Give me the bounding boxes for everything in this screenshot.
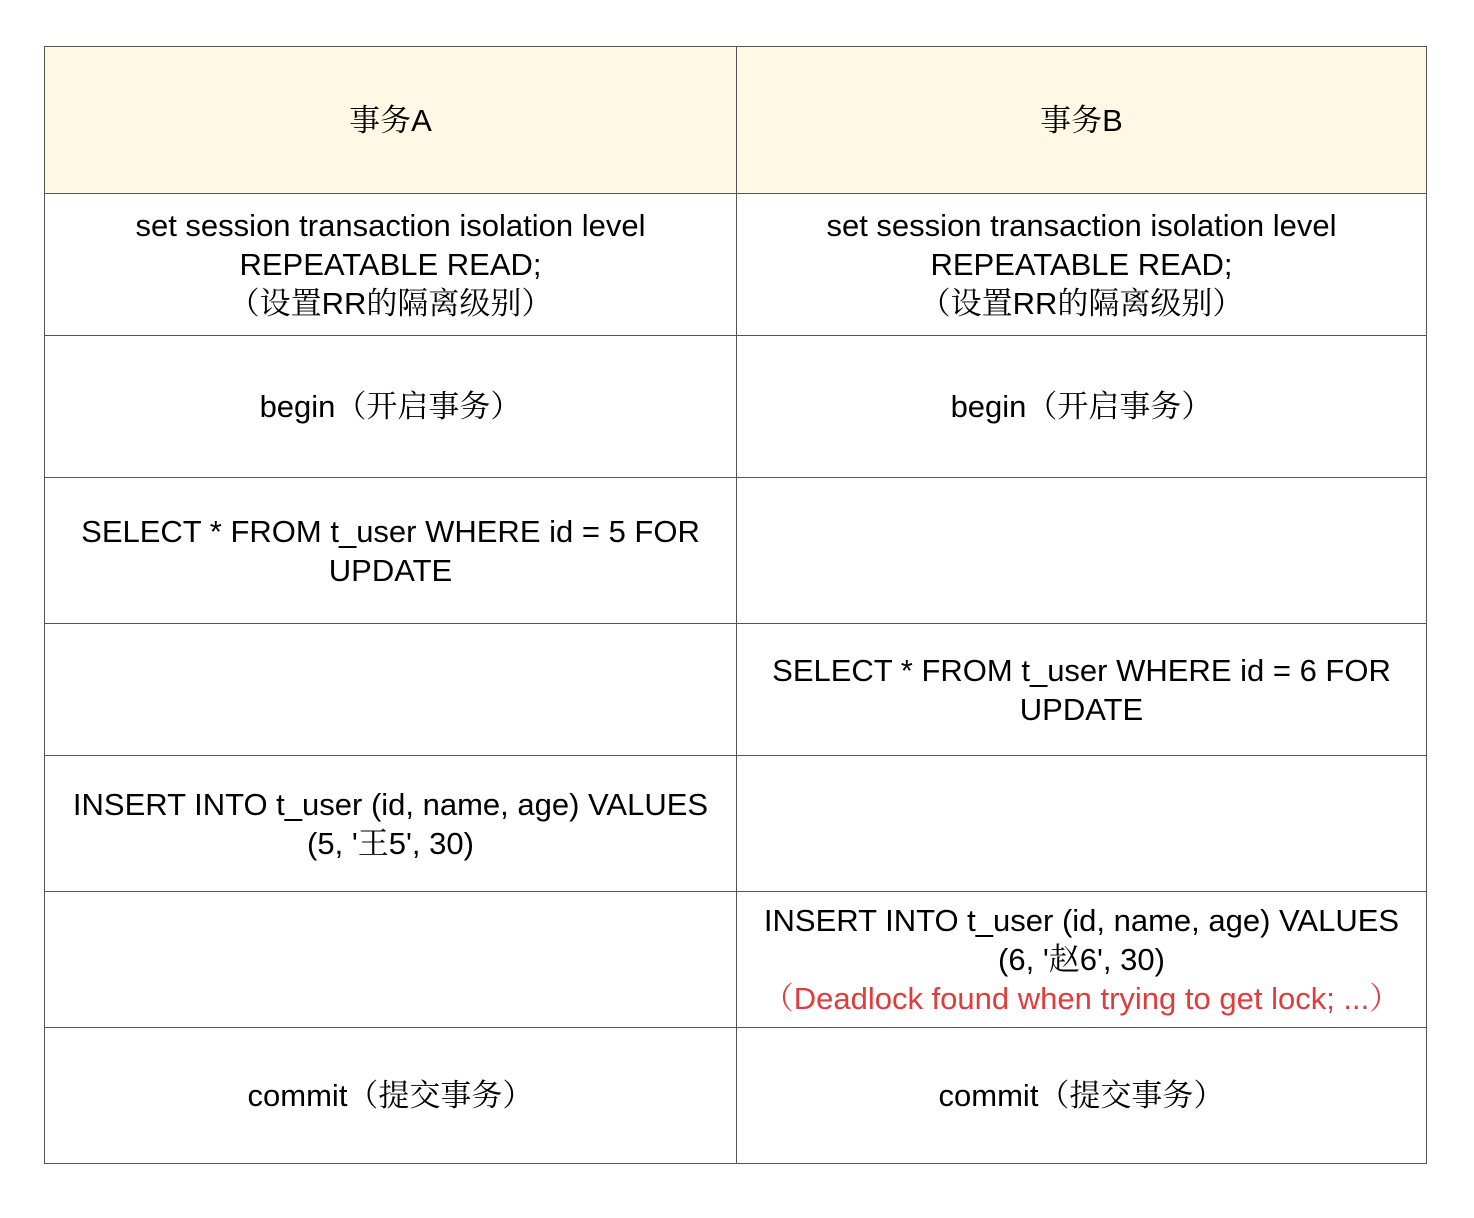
cell-b-commit — [737, 1028, 1427, 1164]
cell-b-insert — [737, 892, 1427, 1028]
cell-a-begin — [45, 336, 737, 478]
cell-a-empty — [45, 624, 737, 756]
cell-a-isolation — [45, 194, 737, 336]
cell-text: REPEATABLE READ; — [930, 247, 1233, 282]
cell-b-isolation — [737, 194, 1427, 336]
table-row-insert-b — [45, 892, 1427, 1028]
cell-b-empty — [737, 756, 1427, 892]
cell-text: INSERT INTO t_user (id, name, age) VALUES — [72, 786, 709, 822]
table-row-isolation — [45, 194, 1427, 336]
cell-a-empty — [45, 892, 737, 1028]
cell-text: begin（开启事务） — [259, 389, 522, 424]
cell-text: commit（提交事务） — [938, 1078, 1225, 1113]
cell-text: UPDATE — [1019, 691, 1144, 727]
header-transaction-a: 事务A — [45, 47, 737, 194]
cell-a-commit — [45, 1028, 737, 1164]
cell-text: INSERT INTO t_user (id, name, age) VALUES — [763, 903, 1400, 938]
table-row-commit — [45, 1028, 1427, 1164]
cell-a-insert — [45, 756, 737, 892]
cell-text: set session transaction isolation level — [826, 208, 1337, 243]
cell-b-begin — [737, 336, 1427, 478]
cell-text: SELECT * FROM t_user WHERE id = 6 FOR — [772, 652, 1391, 688]
table-row-select-a — [45, 478, 1427, 624]
cell-text: (6, '赵6', 30) — [998, 942, 1165, 977]
cell-text: UPDATE — [328, 552, 453, 588]
header-transaction-b: 事务B — [737, 47, 1427, 194]
cell-text: set session transaction isolation level — [135, 208, 646, 243]
table-row-insert-a — [45, 756, 1427, 892]
table-row-select-b — [45, 624, 1427, 756]
deadlock-warning: （Deadlock found when trying to get lock; ...） — [762, 981, 1401, 1016]
table-row-begin — [45, 336, 1427, 478]
cell-text: commit（提交事务） — [247, 1078, 534, 1113]
transaction-table — [44, 46, 1427, 1164]
cell-text: （设置RR的隔离级别） — [228, 286, 553, 321]
cell-b-select — [737, 624, 1427, 756]
cell-text: REPEATABLE READ; — [239, 247, 542, 282]
header-row — [45, 47, 1427, 194]
cell-text: (5, '王5', 30) — [307, 825, 474, 861]
cell-a-select — [45, 478, 737, 624]
cell-b-empty — [737, 478, 1427, 624]
cell-text: （设置RR的隔离级别） — [919, 286, 1244, 321]
cell-text: SELECT * FROM t_user WHERE id = 5 FOR — [81, 513, 700, 549]
cell-text: begin（开启事务） — [950, 389, 1213, 424]
